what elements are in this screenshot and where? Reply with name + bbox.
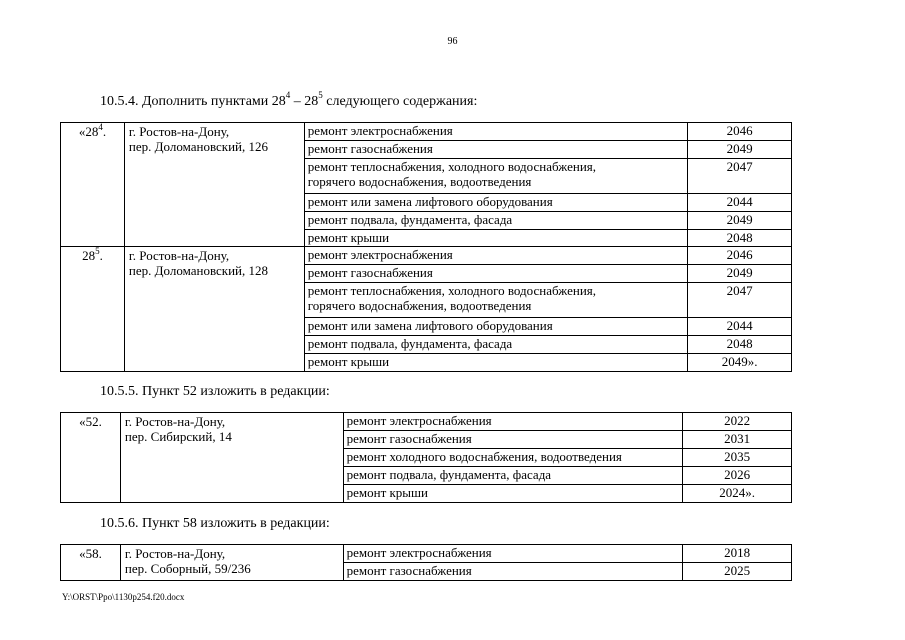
address-street: пер. Соборный, 59/236 (124, 561, 251, 576)
item-number-text: . (99, 248, 103, 263)
section-heading-10-5-6: 10.5.6. Пункт 58 изложить в редакции: (100, 516, 330, 531)
section-heading-10-5-5: 10.5.5. Пункт 52 изложить в редакции: (100, 384, 330, 399)
table-row (61, 247, 792, 265)
item-number-superscript: 5 (95, 245, 100, 256)
table-10-5-5 (60, 412, 792, 503)
work-cell (304, 159, 687, 194)
address-city: г. Ростов-на-Дону, (124, 546, 226, 561)
year-cell: 2044 (688, 318, 792, 336)
year-cell: 2048 (688, 230, 792, 247)
address-city: г. Ростов-на-Дону, (128, 124, 230, 139)
year-cell: 2049 (688, 265, 792, 283)
item-number-superscript: 4 (98, 121, 103, 132)
table-10-5-6 (60, 544, 792, 581)
year-cell: 2046 (688, 123, 792, 141)
year-cell: 2049 (688, 212, 792, 230)
work-cell: ремонт газоснабжения (304, 265, 687, 283)
table-row (61, 123, 792, 141)
work-cell: ремонт газоснабжения (304, 141, 687, 159)
item-address (120, 413, 343, 503)
heading-text-part: следующего содержания: (322, 94, 478, 109)
item-address (124, 123, 304, 247)
work-cell: ремонт газоснабжения (343, 563, 683, 581)
work-cell: ремонт крыши (343, 485, 683, 503)
work-cell: ремонт подвала, фундамента, фасада (343, 467, 683, 485)
work-cell: ремонт крыши (304, 354, 687, 372)
section-heading-10-5-4 (100, 90, 478, 110)
table-row (61, 413, 792, 431)
work-cell: ремонт электроснабжения (304, 247, 687, 265)
year-cell: 2035 (683, 449, 792, 467)
year-cell: 2048 (688, 336, 792, 354)
year-cell: 2018 (683, 545, 792, 563)
item-address (124, 247, 304, 372)
item-number (61, 123, 125, 247)
work-cell: ремонт крыши (304, 230, 687, 247)
item-number: «52. (61, 413, 121, 503)
work-cell: ремонт газоснабжения (343, 431, 683, 449)
address-street: пер. Доломановский, 126 (128, 139, 269, 154)
page-number: 96 (447, 36, 458, 47)
table-10-5-4 (60, 122, 792, 372)
work-cell: ремонт или замена лифтового оборудования (304, 318, 687, 336)
work-cell: ремонт подвала, фундамента, фасада (304, 336, 687, 354)
work-cell: ремонт холодного водоснабжения, водоотведения (343, 449, 683, 467)
work-line: горячего водоснабжения, водоотведения (307, 298, 532, 313)
year-cell: 2022 (683, 413, 792, 431)
year-cell: 2047 (688, 159, 792, 194)
item-number-text: «28 (78, 124, 99, 139)
item-number-text: 28 (82, 248, 96, 263)
year-cell: 2047 (688, 283, 792, 318)
item-number (61, 247, 125, 372)
work-line: горячего водоснабжения, водоотведения (307, 174, 532, 189)
work-line: ремонт теплоснабжения, холодного водоснабжения, (307, 159, 597, 174)
heading-text-part: – 28 (290, 94, 319, 109)
year-cell: 2025 (683, 563, 792, 581)
item-number: «58. (61, 545, 121, 581)
year-cell: 2046 (688, 247, 792, 265)
work-cell: ремонт электроснабжения (304, 123, 687, 141)
table-row (61, 545, 792, 563)
work-cell: ремонт подвала, фундамента, фасада (304, 212, 687, 230)
item-address (120, 545, 343, 581)
address-street: пер. Доломановский, 128 (128, 263, 269, 278)
address-street: пер. Сибирский, 14 (124, 429, 232, 444)
work-cell: ремонт или замена лифтового оборудования (304, 194, 687, 212)
heading-superscript: 4 (285, 90, 291, 101)
address-city: г. Ростов-на-Дону, (128, 248, 230, 263)
footer-file-path: Y:\ORST\Ppo\1130p254.f20.docx (62, 592, 185, 602)
year-cell: 2044 (688, 194, 792, 212)
work-cell (304, 283, 687, 318)
year-cell: 2049 (688, 141, 792, 159)
year-cell: 2031 (683, 431, 792, 449)
work-line: ремонт теплоснабжения, холодного водоснабжения, (307, 283, 597, 298)
address-city: г. Ростов-на-Дону, (124, 414, 226, 429)
work-cell: ремонт электроснабжения (343, 413, 683, 431)
item-number-text: . (102, 124, 107, 139)
heading-text-part: 10.5.4. Дополнить пунктами 28 (100, 94, 286, 109)
work-cell: ремонт электроснабжения (343, 545, 683, 563)
heading-superscript: 5 (318, 90, 323, 101)
year-cell: 2024». (683, 485, 792, 503)
year-cell: 2026 (683, 467, 792, 485)
year-cell: 2049». (688, 354, 792, 372)
